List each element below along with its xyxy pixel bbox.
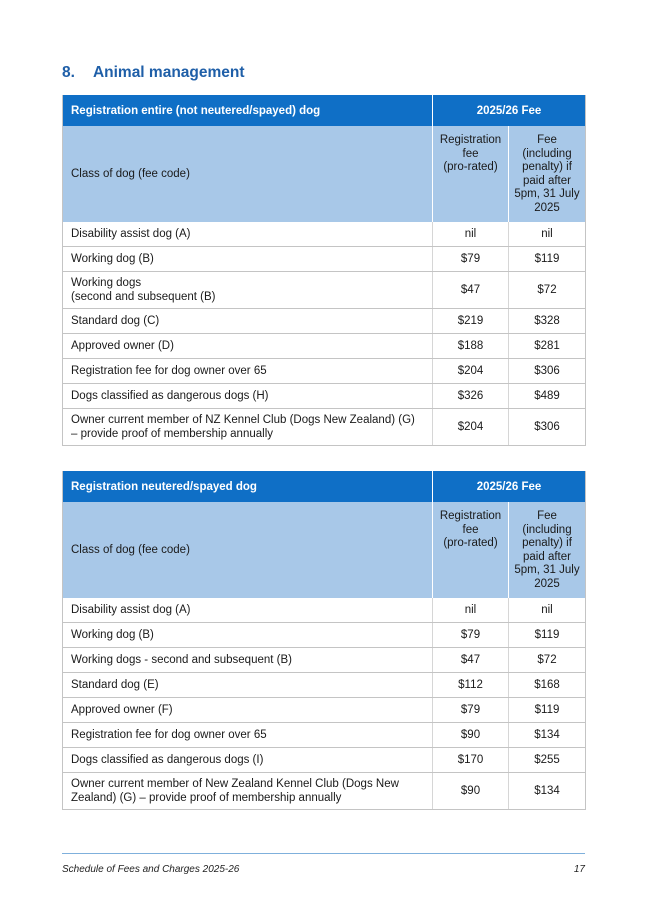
table-row bbox=[63, 773, 586, 810]
table-row bbox=[63, 384, 586, 409]
row-registration-fee: $79 bbox=[433, 623, 509, 648]
row-registration-fee: $112 bbox=[433, 673, 509, 698]
row-penalty-fee: $119 bbox=[509, 698, 586, 723]
table-row bbox=[63, 623, 586, 648]
row-description: Working dogs - second and subsequent (B) bbox=[63, 648, 433, 673]
fee-table-entire bbox=[62, 95, 586, 446]
table-row bbox=[63, 272, 586, 309]
table-row bbox=[63, 698, 586, 723]
fee-year-header: 2025/26 Fee bbox=[433, 471, 586, 502]
fee-year-header: 2025/26 Fee bbox=[433, 95, 586, 126]
row-description: Working dog (B) bbox=[63, 623, 433, 648]
row-penalty-fee: $134 bbox=[509, 773, 586, 810]
section-title: Animal management bbox=[92, 64, 245, 81]
row-registration-fee: $188 bbox=[433, 334, 509, 359]
table-row bbox=[63, 309, 586, 334]
row-penalty-fee: $255 bbox=[509, 748, 586, 773]
section-number: 8. bbox=[62, 64, 75, 81]
row-description: Standard dog (C) bbox=[63, 309, 433, 334]
row-description: Disability assist dog (A) bbox=[63, 222, 433, 247]
row-penalty-fee: $168 bbox=[509, 673, 586, 698]
row-registration-fee: $79 bbox=[433, 247, 509, 272]
row-penalty-fee: $306 bbox=[509, 409, 586, 446]
row-description: Owner current member of New Zealand Kennel Club (Dogs New Zealand) (G) – provide proof of membership annually bbox=[63, 773, 433, 810]
row-penalty-fee: nil bbox=[509, 222, 586, 247]
row-registration-fee: $170 bbox=[433, 748, 509, 773]
row-description: Disability assist dog (A) bbox=[63, 598, 433, 623]
class-of-dog-header: Class of dog (fee code) bbox=[63, 126, 433, 222]
table-row bbox=[63, 334, 586, 359]
section-heading bbox=[62, 64, 245, 82]
row-description: Approved owner (F) bbox=[63, 698, 433, 723]
row-registration-fee: nil bbox=[433, 598, 509, 623]
row-registration-fee: $90 bbox=[433, 773, 509, 810]
table-row bbox=[63, 598, 586, 623]
table-row bbox=[63, 359, 586, 384]
row-registration-fee: nil bbox=[433, 222, 509, 247]
penalty-fee-header: Fee (including penalty) if paid after 5pm, 31 July 2025 bbox=[509, 502, 586, 598]
row-registration-fee: $90 bbox=[433, 723, 509, 748]
row-description: Registration fee for dog owner over 65 bbox=[63, 723, 433, 748]
row-registration-fee: $219 bbox=[433, 309, 509, 334]
row-penalty-fee: $328 bbox=[509, 309, 586, 334]
table-row bbox=[63, 409, 586, 446]
row-penalty-fee: $134 bbox=[509, 723, 586, 748]
fee-table-body bbox=[63, 222, 586, 446]
row-penalty-fee: nil bbox=[509, 598, 586, 623]
row-penalty-fee: $119 bbox=[509, 247, 586, 272]
table-row bbox=[63, 673, 586, 698]
table-row bbox=[63, 723, 586, 748]
row-registration-fee: $47 bbox=[433, 272, 509, 309]
table-row bbox=[63, 222, 586, 247]
row-description: Registration fee for dog owner over 65 bbox=[63, 359, 433, 384]
footer-document-title: Schedule of Fees and Charges 2025-26 bbox=[62, 864, 240, 875]
registration-fee-header: Registration fee (pro-rated) bbox=[433, 126, 509, 222]
table-row bbox=[63, 748, 586, 773]
row-penalty-fee: $281 bbox=[509, 334, 586, 359]
fee-table-neutered bbox=[62, 471, 586, 810]
row-registration-fee: $47 bbox=[433, 648, 509, 673]
row-description: Working dogs (second and subsequent (B) bbox=[63, 272, 433, 309]
row-description: Owner current member of NZ Kennel Club (Dogs New Zealand) (G) – provide proof of membership annually bbox=[63, 409, 433, 446]
row-description: Dogs classified as dangerous dogs (H) bbox=[63, 384, 433, 409]
row-description: Dogs classified as dangerous dogs (I) bbox=[63, 748, 433, 773]
fee-table-body bbox=[63, 598, 586, 810]
class-of-dog-header: Class of dog (fee code) bbox=[63, 502, 433, 598]
row-registration-fee: $326 bbox=[433, 384, 509, 409]
penalty-fee-header: Fee (including penalty) if paid after 5pm, 31 July 2025 bbox=[509, 126, 586, 222]
footer-divider bbox=[62, 853, 585, 854]
table-title: Registration neutered/spayed dog bbox=[63, 471, 433, 502]
row-description: Working dog (B) bbox=[63, 247, 433, 272]
registration-fee-header: Registration fee (pro-rated) bbox=[433, 502, 509, 598]
row-penalty-fee: $489 bbox=[509, 384, 586, 409]
row-registration-fee: $204 bbox=[433, 409, 509, 446]
row-penalty-fee: $72 bbox=[509, 272, 586, 309]
table-row bbox=[63, 247, 586, 272]
row-penalty-fee: $72 bbox=[509, 648, 586, 673]
row-registration-fee: $204 bbox=[433, 359, 509, 384]
table-title: Registration entire (not neutered/spayed) dog bbox=[63, 95, 433, 126]
footer-page-number: 17 bbox=[573, 864, 585, 875]
row-registration-fee: $79 bbox=[433, 698, 509, 723]
row-description: Approved owner (D) bbox=[63, 334, 433, 359]
table-row bbox=[63, 648, 586, 673]
row-penalty-fee: $119 bbox=[509, 623, 586, 648]
row-penalty-fee: $306 bbox=[509, 359, 586, 384]
row-description: Standard dog (E) bbox=[63, 673, 433, 698]
